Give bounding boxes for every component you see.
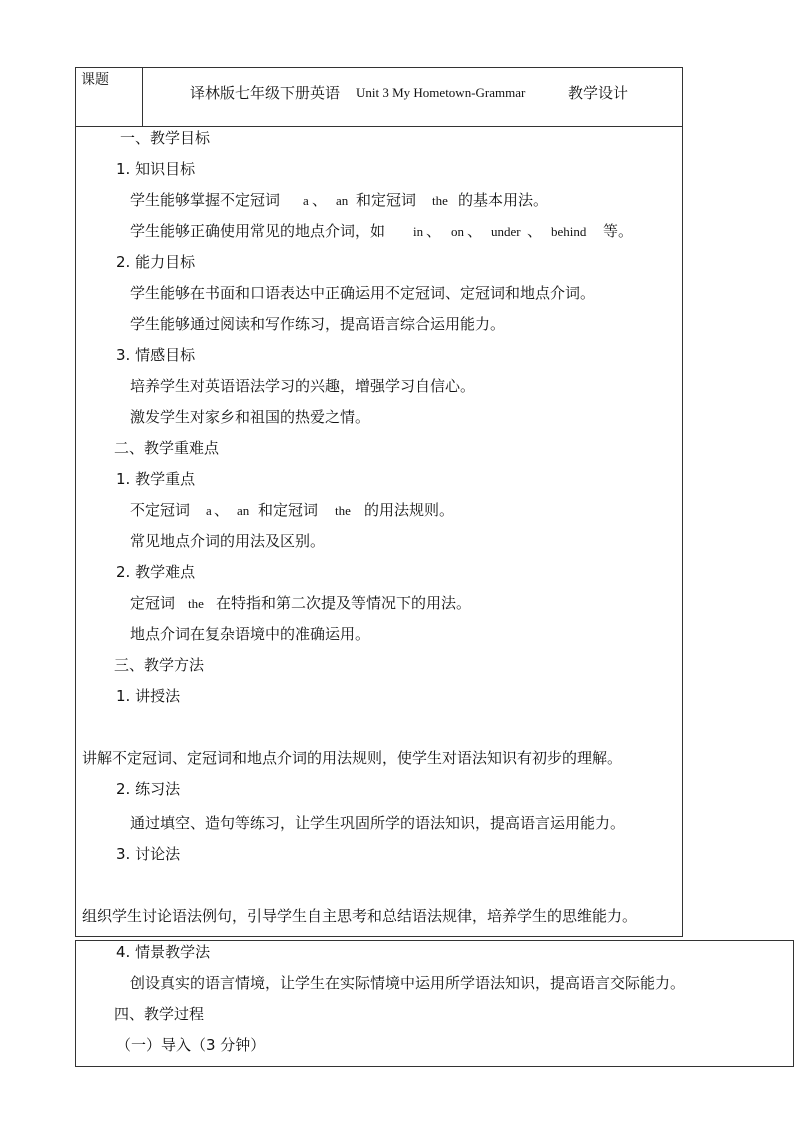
subsection-heading: 1. 讲授法 bbox=[116, 687, 181, 705]
page-title-en: Unit 3 My Hometown-Grammar bbox=[356, 85, 526, 100]
section-heading: 四、教学过程 bbox=[114, 1005, 205, 1023]
paragraph-text: 地点介词在复杂语境中的准确运用。 bbox=[130, 625, 371, 643]
paragraph-text: 等。 bbox=[603, 222, 634, 240]
paragraph-text: 和定冠词 bbox=[258, 501, 319, 519]
paragraph-text: 不定冠词 bbox=[130, 501, 191, 519]
paragraph-word: an bbox=[237, 503, 250, 518]
paragraph-text: 学生能够掌握不定冠词 bbox=[130, 191, 281, 209]
paragraph-text: 培养学生对英语语法学习的兴趣，增强学习自信心。 bbox=[130, 377, 476, 395]
paragraph-text: 的用法规则。 bbox=[364, 501, 455, 519]
paragraph-text: 定冠词 bbox=[130, 594, 176, 612]
section-heading: 二、教学重难点 bbox=[114, 439, 220, 457]
paragraph-word: on bbox=[451, 224, 464, 239]
paragraph-text: 在特指和第二次提及等情况下的用法。 bbox=[216, 594, 472, 612]
paragraph-text: 学生能够在书面和口语表达中正确运用不定冠词、定冠词和地点介词。 bbox=[130, 284, 596, 302]
paragraph-text: 的基本用法。 bbox=[458, 191, 549, 209]
header-label: 课题 bbox=[81, 72, 109, 88]
paragraph-text: 常见地点介词的用法及区别。 bbox=[130, 532, 326, 550]
paragraph-text: 创设真实的语言情境，让学生在实际情境中运用所学语法知识，提高语言交际能力。 bbox=[130, 974, 686, 992]
subsection-heading: 1. 教学重点 bbox=[116, 470, 196, 488]
subsection-heading: 4. 情景教学法 bbox=[116, 943, 211, 961]
paragraph-word: the bbox=[188, 596, 204, 611]
header-divider-horizontal bbox=[75, 126, 683, 127]
paragraph-text: 激发学生对家乡和祖国的热爱之情。 bbox=[130, 408, 371, 426]
paragraph-text: 讲解不定冠词、定冠词和地点介词的用法规则，使学生对语法知识有初步的理解。 bbox=[82, 749, 623, 767]
section-heading: 一、教学目标 bbox=[120, 129, 211, 147]
paragraph-text: 通过填空、造句等练习，让学生巩固所学的语法知识，提高语言运用能力。 bbox=[130, 814, 626, 832]
paragraph-text: 、 bbox=[467, 222, 483, 240]
paragraph-text: 、 bbox=[426, 222, 442, 240]
subsection-heading: （一）导入（3 分钟） bbox=[116, 1036, 266, 1054]
paragraph-text: 和定冠词 bbox=[356, 191, 417, 209]
paragraph-text: 、 bbox=[312, 191, 328, 209]
section-heading: 三、教学方法 bbox=[114, 656, 205, 674]
page-title-suffix: 教学设计 bbox=[568, 84, 629, 102]
paragraph-word: an bbox=[336, 193, 349, 208]
paragraph-word: a bbox=[206, 503, 212, 518]
paragraph-word: in bbox=[413, 224, 424, 239]
subsection-heading: 1. 知识目标 bbox=[116, 160, 196, 178]
paragraph-text: 学生能够通过阅读和写作练习，提高语言综合运用能力。 bbox=[130, 315, 506, 333]
paragraph-word: a bbox=[303, 193, 309, 208]
paragraph-word: the bbox=[335, 503, 351, 518]
paragraph-text: 、 bbox=[527, 222, 543, 240]
paragraph-word: behind bbox=[551, 224, 587, 239]
subsection-heading: 2. 能力目标 bbox=[116, 253, 196, 271]
subsection-heading: 3. 情感目标 bbox=[116, 346, 196, 364]
paragraph-word: the bbox=[432, 193, 448, 208]
paragraph-word: under bbox=[491, 224, 521, 239]
paragraph-text: 、 bbox=[214, 501, 230, 519]
paragraph-text: 学生能够正确使用常见的地点介词，如 bbox=[130, 222, 386, 240]
subsection-heading: 3. 讨论法 bbox=[116, 845, 181, 863]
page-title-zh: 译林版七年级下册英语 bbox=[190, 84, 341, 102]
subsection-heading: 2. 练习法 bbox=[116, 780, 181, 798]
header-divider-vertical bbox=[142, 67, 143, 126]
paragraph-text: 组织学生讨论语法例句，引导学生自主思考和总结语法规律，培养学生的思维能力。 bbox=[82, 907, 638, 925]
subsection-heading: 2. 教学难点 bbox=[116, 563, 196, 581]
